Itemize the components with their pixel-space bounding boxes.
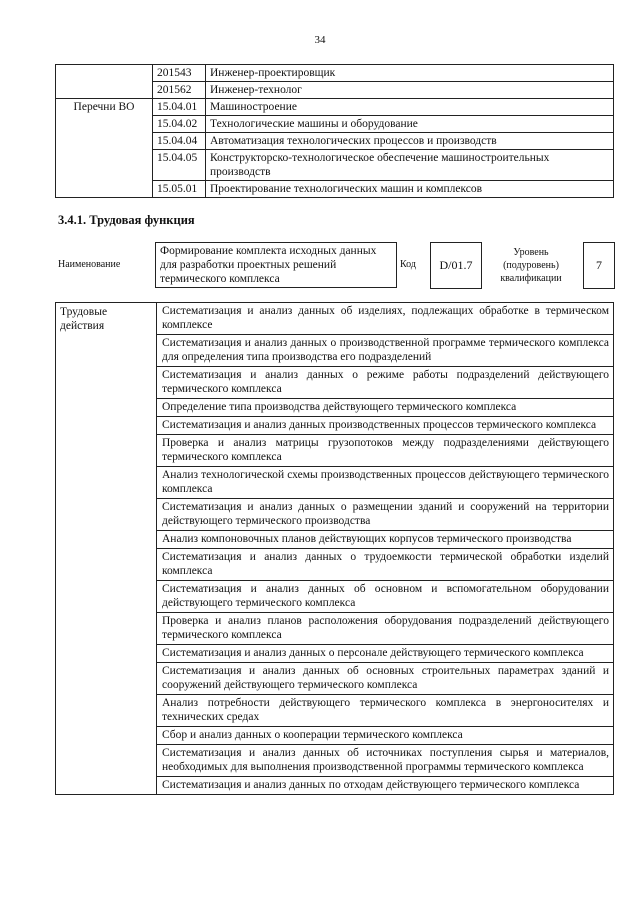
row-label-cell: Перечни ВО — [56, 99, 153, 198]
labor-action-item: Систематизация и анализ данных об изделиях, подлежащих обработке в термическом комплексе — [157, 303, 614, 335]
row-label-cell — [56, 65, 153, 99]
labor-action-item: Определение типа производства действующего термического комплекса — [157, 399, 614, 417]
labor-action-item: Систематизация и анализ данных о персонале действующего термического комплекса — [157, 645, 614, 663]
qualification-level-box — [583, 242, 615, 289]
table-row — [56, 303, 614, 335]
code-cell: 15.05.01 — [153, 181, 206, 198]
title-cell: Инженер-технолог — [206, 82, 614, 99]
labor-action-item: Систематизация и анализ данных производственных процессов термического комплекса — [157, 417, 614, 435]
function-code-box — [430, 242, 482, 289]
labor-action-item: Систематизация и анализ данных по отходам действующего термического комплекса — [157, 777, 614, 795]
title-cell: Проектирование технологических машин и комплексов — [206, 181, 614, 198]
code-cell: 15.04.04 — [153, 133, 206, 150]
education-table — [55, 64, 614, 198]
labor-action-item: Систематизация и анализ данных о режиме работы подразделений действующего термического комплекса — [157, 367, 614, 399]
labor-action-item: Систематизация и анализ данных об источниках поступления сырья и материалов, необходимых для выполнения производственной программы термического комплекса — [157, 745, 614, 777]
table-row — [56, 99, 614, 116]
code-cell: 15.04.01 — [153, 99, 206, 116]
labor-action-item: Анализ потребности действующего термического комплекса в энергоносителях и технических средах — [157, 695, 614, 727]
title-cell: Машиностроение — [206, 99, 614, 116]
labor-actions-table — [55, 302, 614, 795]
labor-action-item: Систематизация и анализ данных о размещении зданий и сооружений на территории действующего термического производства — [157, 499, 614, 531]
labor-action-item: Систематизация и анализ данных об основном и вспомогательном оборудовании действующего термического комплекса — [157, 581, 614, 613]
section-heading: 3.4.1. Трудовая функция — [58, 213, 195, 227]
table-row — [56, 65, 614, 82]
function-code-value: D/01.7 — [439, 258, 473, 272]
function-name-box: Формирование комплекта исходных данных для разработки проектных решений термического комплекса — [155, 242, 397, 288]
qualification-level-value: 7 — [596, 258, 602, 272]
code-label: Код — [400, 259, 416, 270]
title-cell: Технологические машины и оборудование — [206, 116, 614, 133]
code-cell: 15.04.02 — [153, 116, 206, 133]
labor-action-item: Проверка и анализ матрицы грузопотоков между подразделениями действующего термического комплекса — [157, 435, 614, 467]
labor-action-item: Систематизация и анализ данных о трудоемкости термической обработки изделий комплекса — [157, 549, 614, 581]
name-label: Наименование — [58, 259, 121, 270]
code-cell: 15.04.05 — [153, 150, 206, 181]
labor-actions-label: Трудовые действия — [56, 303, 157, 795]
labor-action-item: Систематизация и анализ данных о производственной программе термического комплекса для определения типа производства его подразделений — [157, 335, 614, 367]
labor-action-item: Анализ технологической схемы производственных процессов действующего термического комплекса — [157, 467, 614, 499]
code-cell: 201562 — [153, 82, 206, 99]
labor-action-item: Систематизация и анализ данных об основных строительных параметрах зданий и сооружений действующего термического комплекса — [157, 663, 614, 695]
labor-action-item: Анализ компоновочных планов действующих корпусов термического производства — [157, 531, 614, 549]
title-cell: Конструкторско-технологическое обеспечение машиностроительных производств — [206, 150, 614, 181]
labor-action-item: Проверка и анализ планов расположения оборудования подразделений действующего термического комплекса — [157, 613, 614, 645]
title-cell: Автоматизация технологических процессов и производств — [206, 133, 614, 150]
page-number: 34 — [314, 34, 326, 46]
labor-actions-body — [56, 303, 614, 795]
title-cell: Инженер-проектировщик — [206, 65, 614, 82]
code-cell: 201543 — [153, 65, 206, 82]
labor-action-item: Сбор и анализ данных о кооперации термического комплекса — [157, 727, 614, 745]
qualification-level-label: Уровень (подуровень) квалификации — [500, 247, 562, 284]
